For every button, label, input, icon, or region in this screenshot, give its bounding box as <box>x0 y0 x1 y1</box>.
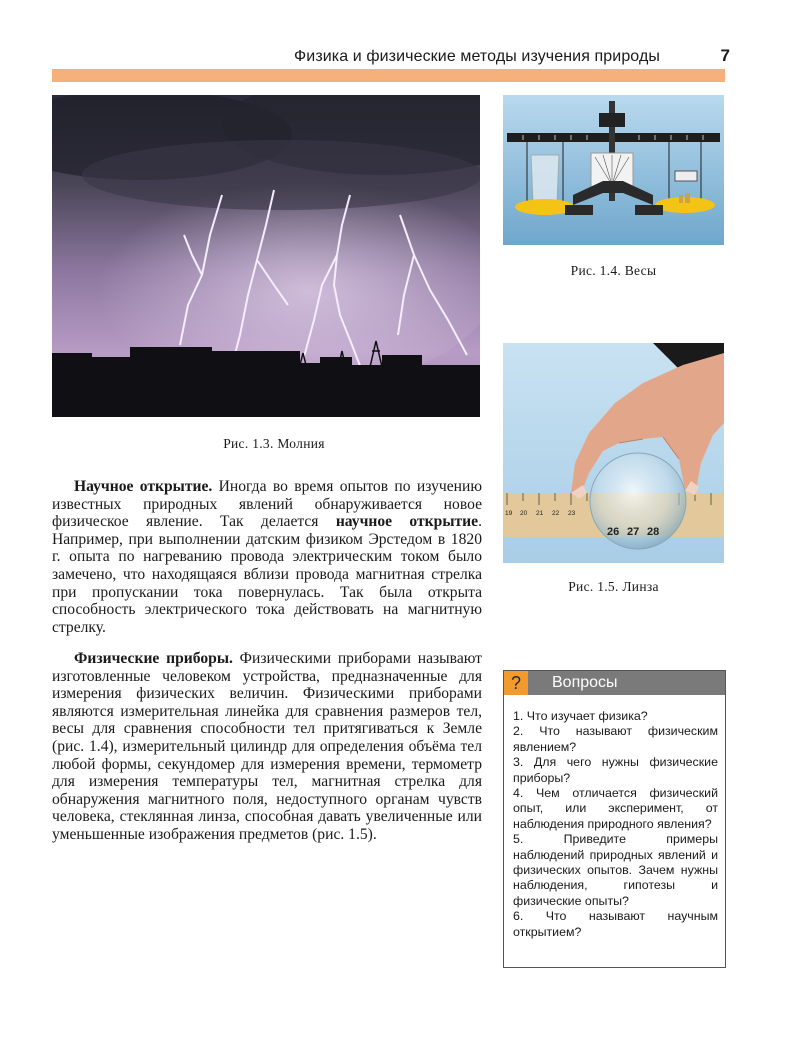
ruler-tick-label: 20 <box>520 510 528 517</box>
figure-caption-lens: Рис. 1.5. Линза <box>568 579 659 594</box>
paragraph-scientific-discovery <box>52 478 482 636</box>
page-number: 7 <box>720 46 730 65</box>
question-item: 5. Приведите примеры наблюдений природных явлений и физических опытов. Зачем нужны наблюдения, гипотезы и физические опыты? <box>513 832 718 908</box>
questions-list <box>513 709 718 940</box>
paragraph-text: Физическими приборами называют изготовленные человеком устройства, предназначенные для измерения физических величин. Физическими приборами являются измерительная линейка для сравнения размеров тел, весы для сравнения способности тел притягиваться к Земле (рис. 1.4), измерительный цилиндр для определения объёма тел любой формы, секундомер для измерения времени, термометр для измерения температуры тел, магнитная стрелка для обнаружения магнитного поля, недоступного органам чувств человека, стеклянная линза, способная давать увеличенные или уменьшенные изображения предметов (рис. 1.5). <box>52 650 482 843</box>
paragraph-text: . Например, при выполнении датским физиком Эрстедом в 1820 г. опыта по нагреванию провода электрическим током было замечено, что находящаяся вблизи провода магнитная стрелка при пропускании тока повернулась. Так была открыта способность электрического тока действовать на магнитную стрелку. <box>52 513 482 636</box>
question-item: 1. Что изучает физика? <box>513 709 648 723</box>
question-item: 3. Для чего нужны физические приборы? <box>513 755 718 785</box>
question-item: 4. Чем отличается физический опыт, или эксперимент, от наблюдения природного явления? <box>513 786 718 831</box>
paragraph-text: Иногда во время опытов по изучению известных природных явлений обнаруживается новое физическое явление. Так делается <box>52 478 482 531</box>
ruler-tick-label: 23 <box>568 510 576 517</box>
lightning-photo <box>52 95 480 417</box>
ruler-tick-label: 28 <box>647 526 660 538</box>
question-mark-icon: ? <box>504 671 528 695</box>
running-header-title: Физика и физические методы изучения природы <box>294 48 660 65</box>
figure-caption-scales: Рис. 1.4. Весы <box>570 263 657 278</box>
lens-photo <box>503 343 724 563</box>
scales-photo <box>503 95 724 245</box>
question-item: 6. Что называют научным открытием? <box>513 909 718 939</box>
ruler-tick-label: 22 <box>552 510 560 517</box>
paragraph-physical-instruments <box>52 650 482 844</box>
header-accent-bar <box>52 69 725 82</box>
figure-caption-lightning: Рис. 1.3. Молния <box>223 436 325 451</box>
questions-header <box>504 671 725 695</box>
paragraph-lead: Физические приборы. <box>74 650 233 667</box>
ruler-tick-label: 27 <box>627 526 640 538</box>
questions-box <box>503 670 726 968</box>
ruler-tick-label: 19 <box>505 510 513 517</box>
questions-title: Вопросы <box>552 674 618 691</box>
ruler-tick-label: 21 <box>536 510 544 517</box>
question-item: 2. Что называют физическим явлением? <box>513 724 718 754</box>
bold-term: научное открытие <box>335 513 479 531</box>
ruler-tick-label: 26 <box>607 526 620 538</box>
paragraph-lead: Научное открытие. <box>74 478 213 495</box>
